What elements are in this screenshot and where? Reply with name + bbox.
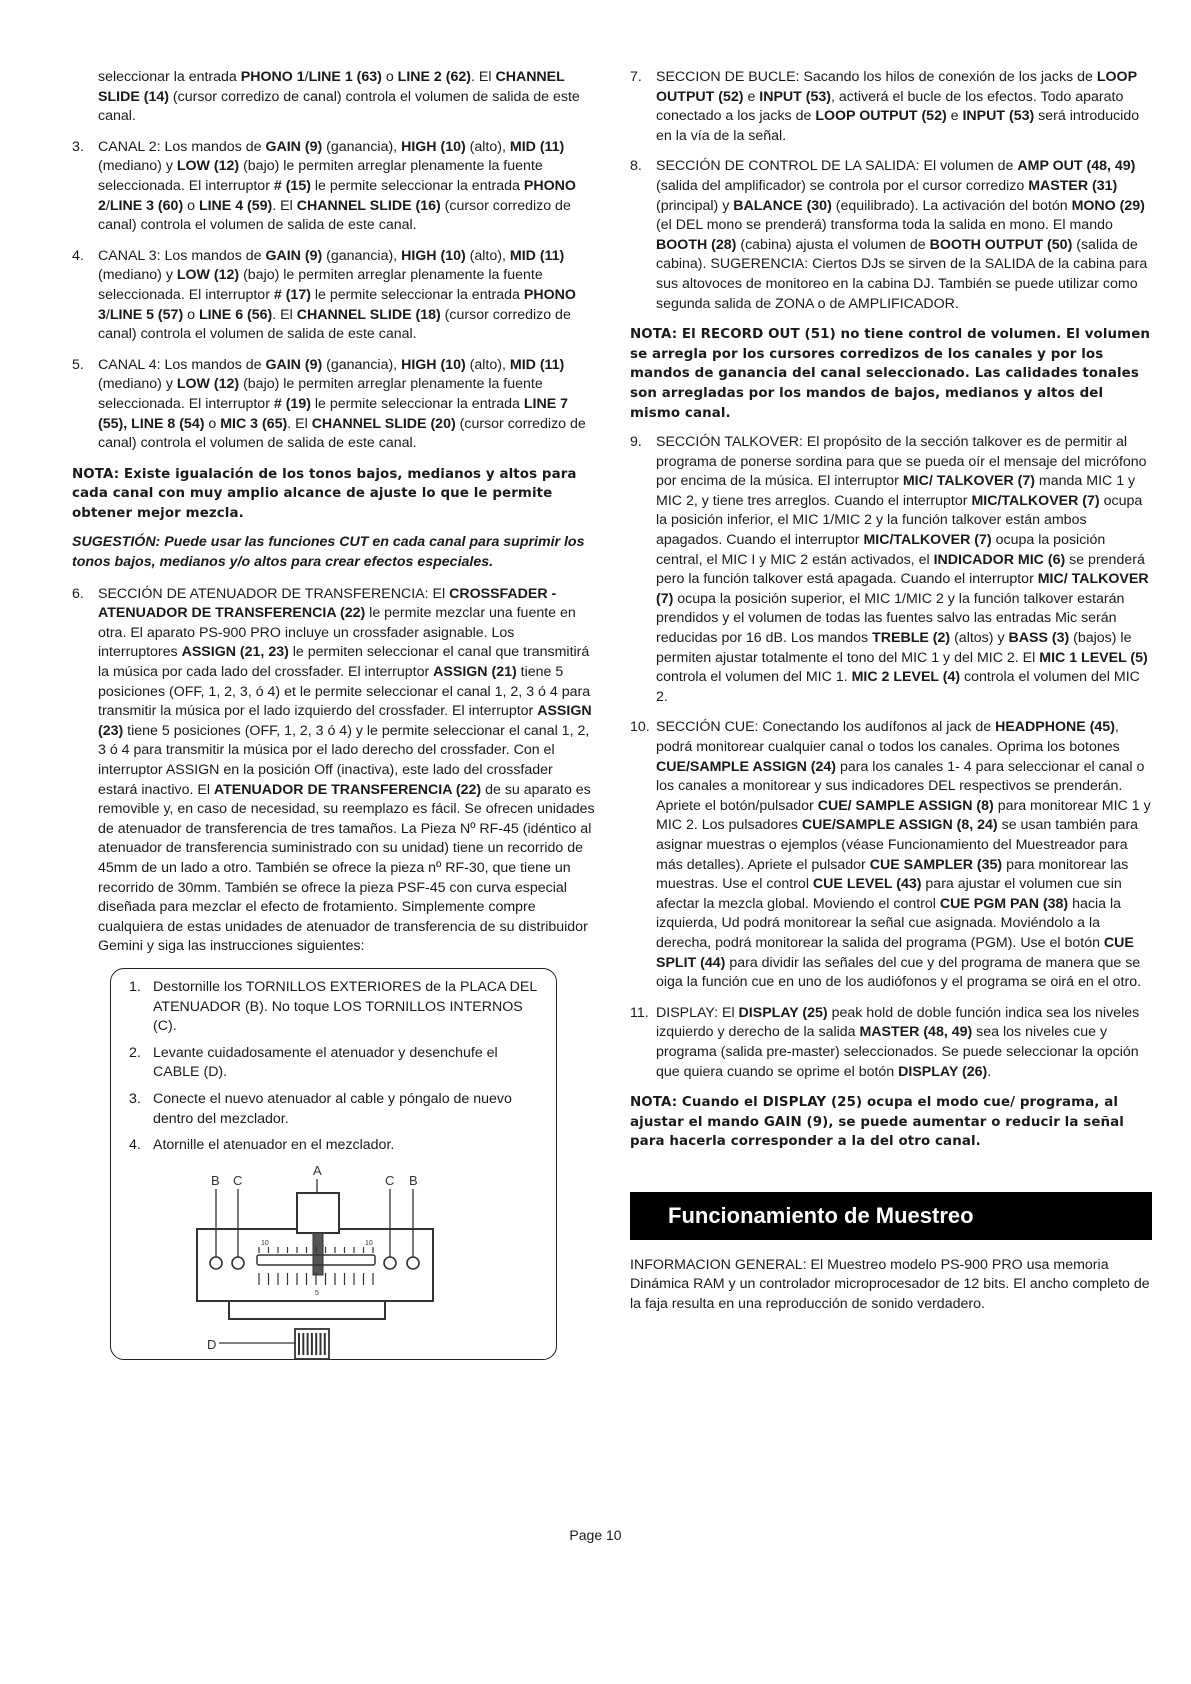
list-item [630, 157, 1152, 314]
list-item [72, 585, 595, 957]
scale-label-right: 10 [365, 1239, 373, 1247]
instruction-step [129, 1136, 542, 1156]
left-column [72, 68, 595, 1360]
list-item-number: 3. [72, 138, 84, 155]
list-item-number: 10. [630, 719, 650, 736]
step-text: Conecte el nuevo atenuador al cable y póngalo de nuevo dentro del mezclador. [153, 1090, 512, 1127]
list-item-text: SECCIÓN DE ATENUADOR DE TRANSFERENCIA: El CROSSFADER - ATENUADOR DE TRANSFERENCIA (22) le permite mezclar una fuente en otra. El aparato PS-900 PRO incluye un crossfader asignable. Los interruptores ASSIGN (21, 23) le permiten seleccionar el canal que transmitirá la música por cada lado del crossfader. El interruptor ASSIGN (21) tiene 5 posiciones (OFF, 1, 2, 3, ó 4) et le permite seleccionar el canal 1, 2, 3 ó 4 para transmitir la música por el lado izquierdo del crossfader. El interruptor ASSIGN (23) tiene 5 posiciones (OFF, 1, 2, 3 ó 4) y le permite seleccionar el canal 1, 2, 3 ó 4 para transmitir la música por el lado derecho del crossfader. Con el interruptor ASSIGN en la posición Off (inactiva), este lado del crossfader estará inactivo. El ATENUADOR DE TRANSFERENCIA (22) de su aparato es removible y, en caso de necesidad, su reemplazo es fácil. Se ofrecen unidades de atenuador de transferencia de tres tamaños. La Pieza Nº RF-45 (idéntico al atenuador de transferencia suministrado con su unidad) tiene un recorrido de 45mm de un lado a otro. También se ofrece la pieza nº RF-30, que tiene un recorrido de 30mm. También se ofrece la pieza PSF-45 con curva especial diseñada para mezclar el efecto de frotamiento. Simplemente compre cualquiera de estas unidades de atenuador de transferencia de su distribuidor Gemini y siga las instrucciones siguientes: [98, 585, 595, 955]
sugestion-note: SUGESTIÓN: Puede usar las funciones CUT en cada canal para suprimir los tonos bajos, medianos y/o altos para crear efectos especiales. [72, 534, 585, 571]
right-numbered-list-b [630, 433, 1152, 1082]
instructions-box [110, 968, 557, 1360]
list-item-text: SECCIÓN DE CONTROL DE LA SALIDA: El volumen de AMP OUT (48, 49) (salida del amplificador) se controla por el cursor corredizo MASTER (31) (principal) y BALANCE (30) (equilibrado). La activación del botón MONO (29) (el DEL mono se prenderá) transforma toda la salida en mono. El mando BOOTH (28) (cabina) ajusta el volumen de BOOTH OUTPUT (50) (salida de cabina). SUGERENCIA: Ciertos DJs se sirven de la SALIDA de la cabina para sus altovoces de monitoreo en la cabina DJ. También se puede utilizar como segunda salida de ZONA o de AMPLIFICADOR. [656, 158, 1148, 312]
list-item-number: 6. [72, 585, 84, 602]
list-item [630, 433, 1152, 707]
list-item-text: DISPLAY: El DISPLAY (25) peak hold de doble función indica sea los niveles izquierdo y derecho de la salida MASTER (48, 49) sea los niveles cue y programa (salida pre-master) seleccionados. Se puede seleccionar la opción que quiera cuando se oprime el botón DISPLAY (26). [656, 1004, 1140, 1080]
nota-igualacion: NOTA: Existe igualación de los tonos bajos, medianos y altos para cada canal con muy amplio alcance de ajuste lo que le permite obtener mejor mezcla. [72, 466, 577, 521]
fader-knob [297, 1193, 339, 1233]
list-item [72, 356, 595, 454]
list-item-text: SECCIÓN CUE: Conectando los audífonos al jack de HEADPHONE (45), podrá monitorear cualquier canal o todos los canales. Oprima los botones CUE/SAMPLE ASSIGN (24) para los canales 1- 4 para seleccionar el canal o los canales a monitorear y sus indicadores DEL respectivos se prenderán. Apriete el botón/pulsador CUE/ SAMPLE ASSIGN (8) para monitorear MIC 1 y MIC 2. Los pulsadores CUE/SAMPLE ASSIGN (8, 24) se usan también para asignar muestras o ejemplos (véase Funcionamiento del Muestreador para más detalles). Apriete el pulsador CUE SAMPLER (35) para monitorear las muestras. Use el control CUE LEVEL (43) para ajustar el volumen cue sin afectar la mezcla global. Moviendo el control CUE PGM PAN (38) hacia la izquierda, Ud podrá monitorear la señal cue asignada. Moviéndolo a la derecha, podrá monitorear la salida del programa (PGM). Use el botón CUE SPLIT (44) para dividir las señales del cue y del programa de manera que se oiga la función cue en uno de los audiófonos y el programa se oirá en el otro. [656, 719, 1151, 991]
left-numbered-list [72, 138, 595, 454]
instruction-step [129, 978, 542, 1037]
scale-label-left: 10 [261, 1239, 269, 1247]
step-number: 2. [129, 1044, 141, 1061]
step-number: 1. [129, 978, 141, 995]
step-text: Destornille los TORNILLOS EXTERIORES de la PLACA DEL ATENUADOR (B). No toque LOS TORNILLOS INTERNOS (C). [153, 978, 537, 1035]
list-item-number: 11. [630, 1004, 649, 1021]
scale-label-mid: 5 [315, 1289, 319, 1297]
step-text: Atornille el atenuador en el mezclador. [153, 1137, 395, 1154]
list-item-number: 5. [72, 356, 84, 373]
instruction-step [129, 1090, 542, 1129]
label-a: A [313, 1162, 322, 1178]
right-numbered-list-a [630, 68, 1152, 314]
nota-record-out: NOTA: El RECORD OUT (51) no tiene control de volumen. El volumen se arregla por los cursores corredizos de los canales y por los mandos de ganancia del canal seleccionado. Las calidades tonales son arregladas por los mandos de bajos, medianos y altos del mismo canal. [630, 327, 1151, 421]
list-item [630, 1004, 1152, 1082]
label-b-left: B [211, 1172, 220, 1188]
paragraph-continuation: seleccionar la entrada PHONO 1/LINE 1 (63) o LINE 2 (62). El CHANNEL SLIDE (14) (cursor corredizo de canal) controla el volumen de salida de este canal. [98, 69, 580, 125]
instruction-step [129, 1044, 542, 1083]
list-item-text: CANAL 3: Los mandos de GAIN (9) (ganancia), HIGH (10) (alto), MID (11) (mediano) y LOW (12) (bajo) le permiten arreglar plenamente la fuente seleccionada. El interruptor # (17) le permite seleccionar la entrada PHONO 3/LINE 5 (57) o LINE 6 (56). El CHANNEL SLIDE (18) (cursor corredizo de canal) controla el volumen de salida de este canal. [98, 247, 576, 343]
list-item-text: CANAL 4: Los mandos de GAIN (9) (ganancia), HIGH (10) (alto), MID (11) (mediano) y LOW (12) (bajo) le permiten arreglar plenamente la fuente seleccionada. El interruptor # (19) le permite seleccionar la entrada LINE 7 (55), LINE 8 (54) o MIC 3 (65). El CHANNEL SLIDE (20) (cursor corredizo de canal) controla el volumen de salida de este canal. [98, 356, 586, 452]
nota-display: NOTA: Cuando el DISPLAY (25) ocupa el modo cue/ programa, al ajustar el mando GAIN (9), se puede aumentar o reducir la señal para hacerla corresponder a la del otro canal. [630, 1095, 1124, 1150]
step-number: 3. [129, 1090, 141, 1107]
list-item [72, 247, 595, 345]
instructions-list [129, 978, 542, 1156]
list-item-text: SECCIÓN TALKOVER: El propósito de la sección talkover es de permitir al programa de ponerse sordina para que se pueda oír el mensaje del micrófono por encima de la música. El interruptor MIC/ TALKOVER (7) manda MIC 1 y MIC 2, y tiene tres arreglos. Cuando el interruptor MIC/TALKOVER (7) ocupa la posición inferior, el MIC 1/MIC 2 y la función talkover están ambos apagados. Cuando el interruptor MIC/TALKOVER (7) ocupa la posición central, el MIC I y MIC 2 están activados, el INDICADOR MIC (6) se prenderá pero la función talkover está apagada. Cuando el interruptor MIC/ TALKOVER (7) ocupa la posición superior, el MIC 1/MIC 2 y la función talkover estarán prendidos y el volumen de todas las fuentes salvo las entradas Mic serán reducidas por 16 dB. Los mandos TREBLE (2) (altos) y BASS (3) (bajos) le permiten ajustar totalmente el tono del MIC 1 y del MIC 2. El MIC 1 LEVEL (5) controla el volumen del MIC 1. MIC 2 LEVEL (4) controla el volumen del MIC 2. [656, 434, 1149, 705]
list-item-number: 4. [72, 247, 84, 264]
list-item-number: 9. [630, 434, 642, 451]
list-item-text: SECCION DE BUCLE: Sacando los hilos de conexión de los jacks de LOOP OUTPUT (52) e INPUT (53), activerá el bucle de los efectos. Todo aparato conectado a los jacks de LOOP OUTPUT (52) e INPUT (53) será introducido en la vía de la señal. [656, 69, 1140, 144]
list-item-text: CANAL 2: Los mandos de GAIN (9) (ganancia), HIGH (10) (alto), MID (11) (mediano) y LOW (12) (bajo) le permiten arreglar plenamente la fuente seleccionada. El interruptor # (15) le permite seleccionar la entrada PHONO 2/LINE 3 (60) o LINE 4 (59). El CHANNEL SLIDE (16) (cursor corredizo de canal) controla el volumen de salida de este canal. [98, 138, 576, 234]
page-number: Page 10 [569, 1527, 622, 1543]
list-item-6 [72, 585, 595, 957]
list-item-number: 7. [630, 69, 642, 85]
section-heading: Funcionamiento de Muestreo [630, 1192, 1152, 1240]
label-d: D [207, 1336, 217, 1352]
right-column [630, 68, 1152, 1315]
list-item-number: 8. [630, 158, 642, 175]
label-b-right: B [409, 1172, 418, 1188]
step-text: Levante cuidadosamente el atenuador y desenchufe el CABLE (D). [153, 1044, 498, 1081]
label-c-left: C [233, 1172, 243, 1188]
info-general: INFORMACION GENERAL: El Muestreo modelo PS-900 PRO usa memoria Dinámica RAM y un controlador microprocesador de 12 bits. El ancho completo de la faja resulta en una reproducción de sonido verdadero. [630, 1256, 1150, 1313]
list-item [630, 718, 1152, 992]
crossfader-diagram [189, 1163, 489, 1363]
list-item [72, 138, 595, 236]
step-number: 4. [129, 1137, 141, 1154]
list-item [630, 68, 1152, 146]
label-c-right: C [385, 1172, 395, 1188]
